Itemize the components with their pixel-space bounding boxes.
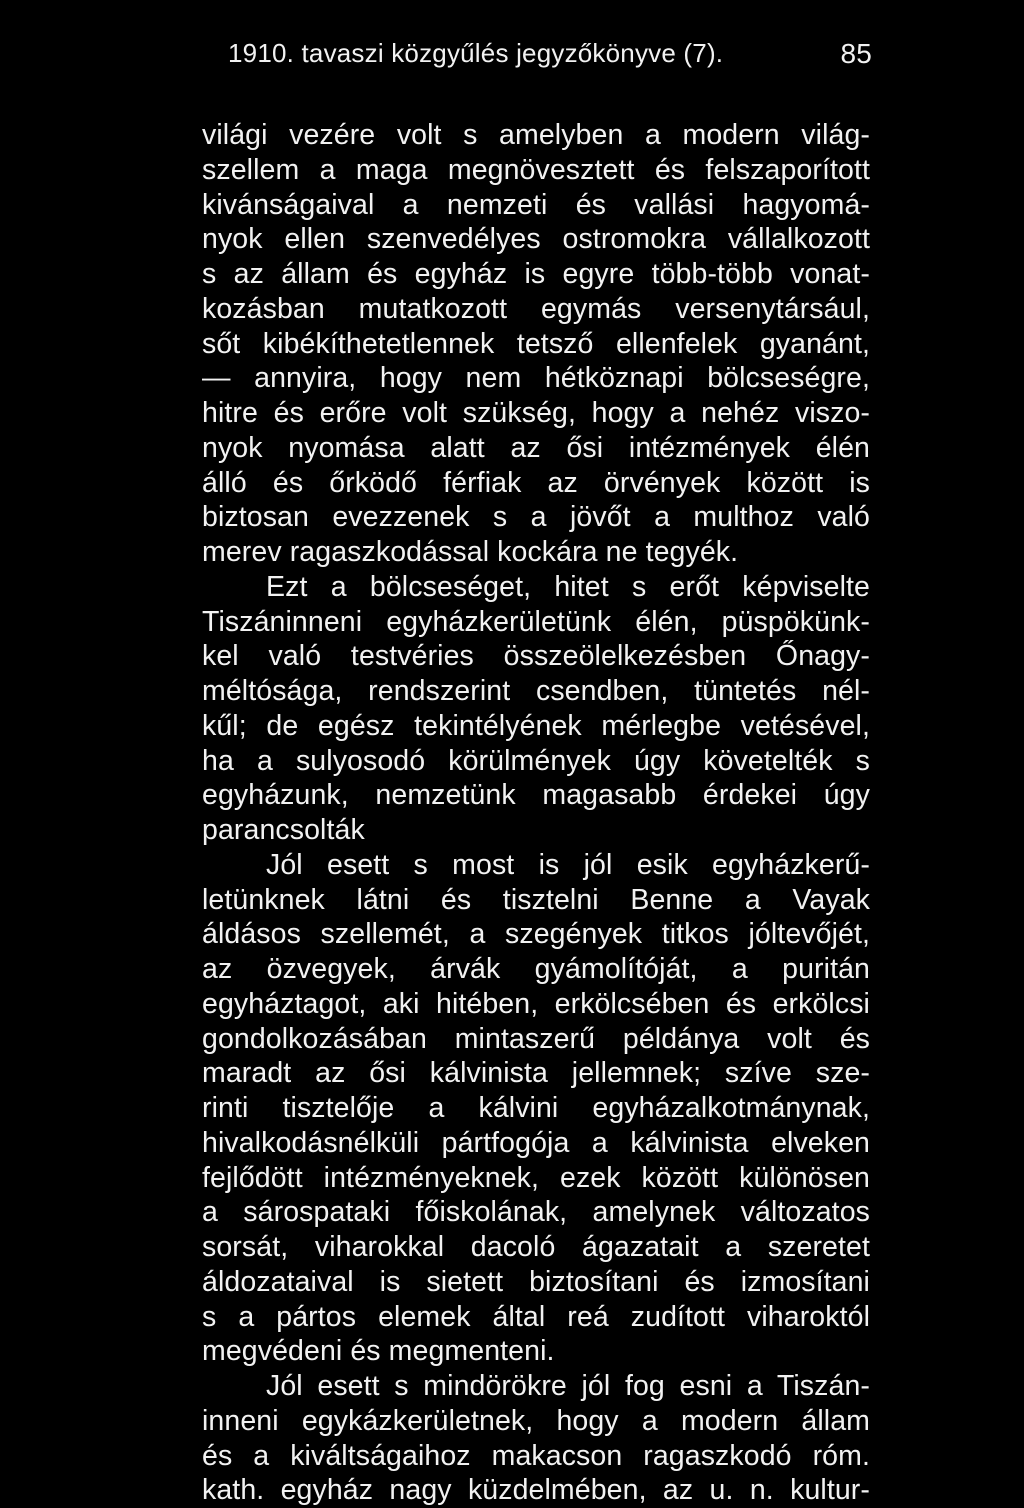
page-number: 85 [840, 38, 872, 69]
text-line: kel való testvéries összeölelkezésben Őnagy- [202, 640, 870, 673]
text-line: megvédeni és megmenteni. [202, 1335, 555, 1368]
text-line: sorsát, viharokkal dacoló ágazatait a szeretet [202, 1231, 870, 1263]
text-line: merev ragaszkodással kockára ne tegyék. [202, 536, 739, 568]
text-line: sőt kibékíthetetlennek tetsző ellenfelek gyanánt, [202, 327, 870, 360]
text-line: világi vezére volt s amelyben a modern világ- [202, 119, 870, 151]
text-line: Ezt a bölcseséget, hitet s erőt képviselte [266, 570, 870, 603]
text-line: fejlődött intézményeknek, ezek között különösen [202, 1161, 870, 1194]
page-header [228, 38, 872, 78]
text-line: parancsolták [202, 814, 365, 846]
text-line: Jól esett s most is jól esik egyházkerű- [266, 848, 870, 881]
text-line: kozásban mutatkozott egymás versenytársául, [202, 292, 870, 325]
text-line: s a pártos elemek által reá zudított viharoktól [202, 1300, 870, 1333]
text-line: áldásos szellemét, a szegények titkos jóltevőjét, [202, 918, 870, 951]
text-line: egyháztagot, aki hitében, erkölcsében és erkölcsi [202, 987, 870, 1020]
text-line: hitre és erőre volt szükség, hogy a nehéz viszo- [202, 397, 870, 429]
text-line: ha a sulyosodó körülmények úgy követelték s [202, 744, 870, 777]
text-line: a sárospataki főiskolának, amelynek változatos [202, 1196, 870, 1229]
running-title: 1910. tavaszi közgyűlés jegyzőkönyve (7). [228, 38, 724, 68]
text-line: biztosan evezzenek s a jövőt a multhoz való [202, 501, 870, 534]
text-line: és a kiváltságaihoz makacson ragaszkodó róm. [202, 1439, 870, 1472]
text-line: — annyira, hogy nem hétköznapi bölcseségre, [202, 362, 870, 395]
text-line: az özvegyek, árvák gyámolítóját, a puritán [202, 953, 870, 985]
body-text [202, 118, 870, 1508]
text-line: méltósága, rendszerint csendben, tüntetés nél- [202, 675, 870, 707]
text-line: egyházunk, nemzetünk magasabb érdekei úgy [202, 779, 870, 812]
text-line: áldozataival is sietett biztosítani és izmosítani [202, 1265, 870, 1298]
text-line: Tiszáninneni egyházkerületünk élén, püspökünk- [202, 605, 870, 638]
text-line: nyok nyomása alatt az ősi intézmények élén [202, 431, 870, 464]
text-line: s az állam és egyház is egyre több-több vonat- [202, 258, 870, 290]
text-line: rinti tisztelője a kálvini egyházalkotmánynak, [202, 1092, 870, 1124]
text-line: kivánságaival a nemzeti és vallási hagyomá- [202, 188, 870, 221]
text-line: maradt az ősi kálvinista jellemnek; szíve sze- [202, 1057, 870, 1090]
text-line: letünknek látni és tisztelni Benne a Vayak [202, 883, 870, 916]
text-line: hivalkodásnélküli pártfogója a kálvinista elveken [202, 1126, 870, 1159]
text-line: inneni egykázkerületnek, hogy a modern állam [202, 1404, 870, 1437]
text-line: kath. egyház nagy küzdelmében, az u. n. kultur- [202, 1474, 870, 1507]
text-line: nyok ellen szenvedélyes ostromokra vállalkozott [202, 223, 870, 256]
text-line: Jól esett s mindörökre jól fog esni a Tiszán- [266, 1370, 870, 1402]
text-line: álló és őrködő férfiak az örvények között is [202, 466, 870, 499]
text-line: gondolkozásában mintaszerű példánya volt és [202, 1022, 870, 1055]
text-line: szellem a maga megnövesztett és felszaporított [202, 153, 870, 186]
text-line: kűl; de egész tekintélyének mérlegbe vetésével, [202, 709, 870, 742]
